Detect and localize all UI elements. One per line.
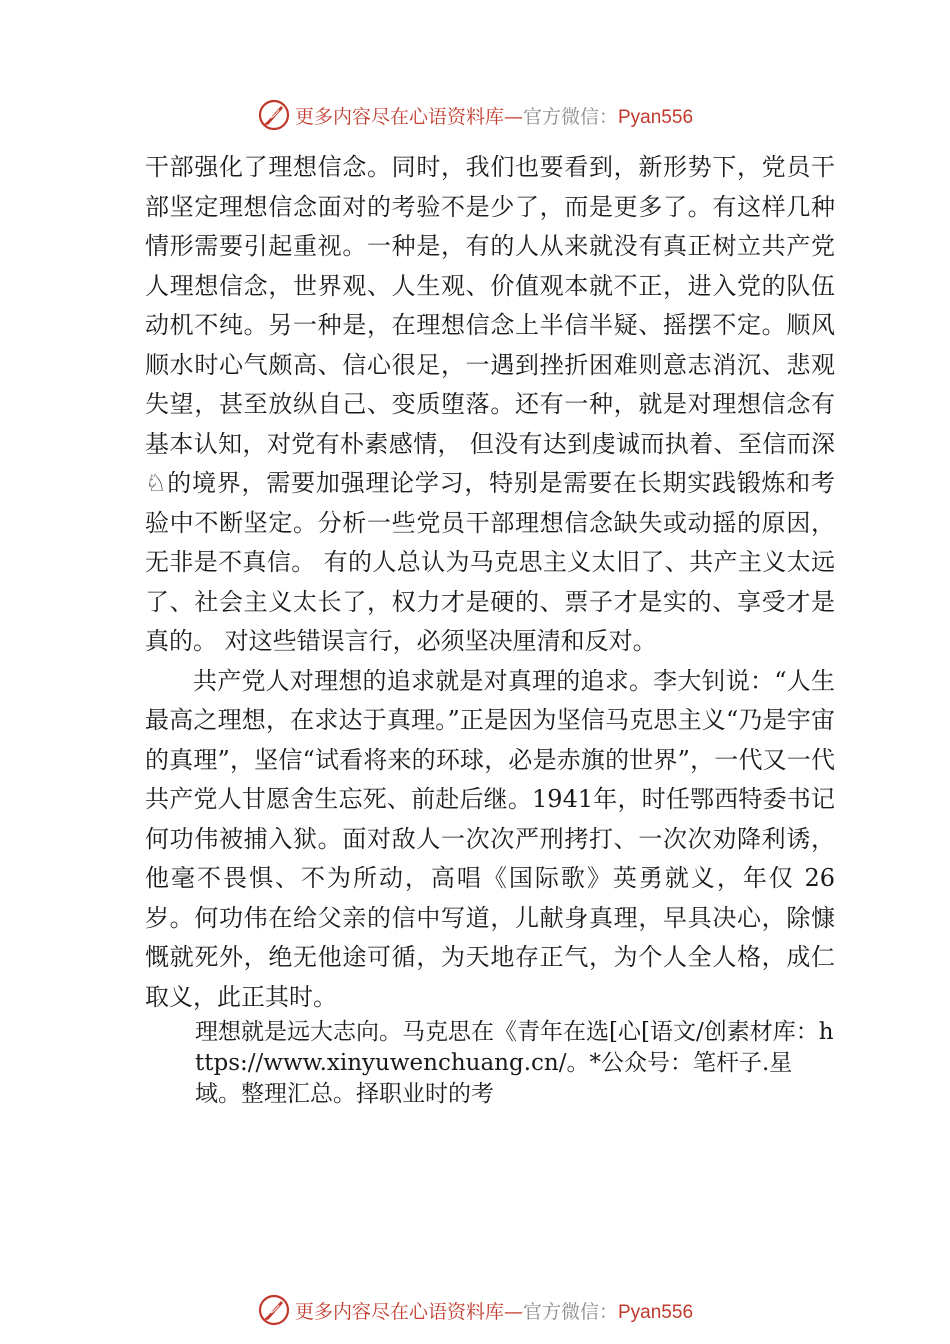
header-banner [295,102,693,129]
paragraph-2: 共产党人对理想的追求就是对真理的追求。李大钊说：“人生最高之理想，在求达于真理。”正是因为坚信马克思主义“乃是宇宙的真理”，坚信“试看将来的环球，必是赤旗的世界”，一代又一代共产党人甘愿舍生忘死、前赴后继。1941年，时任鄂西特委书记何功伟被捕入狱。面对敌人一次次严刑拷打、一次次劝降利诱，他毫不畏惧、不为所动，高唱《国际歌》英勇就义，年仅 26 岁。何功伟在给父亲的信中写道，儿献身真理，早具决心，除慷慨就死外，绝无他途可循，为天地存正气，为个人全人格，成仁取义，此正其时。 [145,666,835,1011]
footer-wechat-id: Pyan556 [618,1301,694,1323]
footer-official-text: 官方微信： [522,1300,618,1323]
header-official-text: 官方微信： [522,105,618,128]
quill-seal-icon [257,98,291,132]
page-footer [0,1290,950,1330]
footer-banner [295,1297,693,1324]
paragraph-1: 干部强化了理想信念。同时，我们也要看到，新形势下，党员干部坚定理想信念面对的考验不是少了，而是更多了。有这样几种情形需要引起重视。一种是，有的人从来就没有真正树立共产党人理想信念，世界观、人生观、价值观本就不正，进入党的队伍动机不纯。另一种是，在理想信念上半信半疑、摇摆不定。顺风顺水时心气颇高、信心很足，一遇到挫折困难则意志消沉、悲观失望，甚至放纵自己、变质堕落。还有一种，就是对理想信念有基本认知，对党有朴素感情， 但没有达到虔诚而执着、至信而深♘的境界，需要加强理论学习，特别是需要在长期实践锻炼和考验中不断坚定。分析一些党员干部理想信念缺失或动摇的原因，无非是不真信。 有的人总认为马克思主义太旧了、共产主义太远了、社会主义太长了，权力才是硬的、票子才是实的、享受才是真的。 对这些错误言行，必须坚决厘清和反对。 [145,153,835,655]
header-dash: — [503,105,523,128]
paragraph-3: 理想就是远大志向。马克思在《青年在选[心[语文/创素材库：https://www.xinyuwenchuang.cn/。*公众号：笔杆子.星域。整理汇总。择职业时的考 [195,1019,834,1107]
header-wechat-id: Pyan556 [618,106,694,128]
header-brand-text: 更多内容尽在心语资料库 [294,105,504,128]
footer-dash: — [503,1300,523,1323]
page-header [0,95,950,135]
quill-seal-icon [257,1293,291,1327]
footer-brand-text: 更多内容尽在心语资料库 [294,1300,504,1323]
document-body [145,148,835,1133]
